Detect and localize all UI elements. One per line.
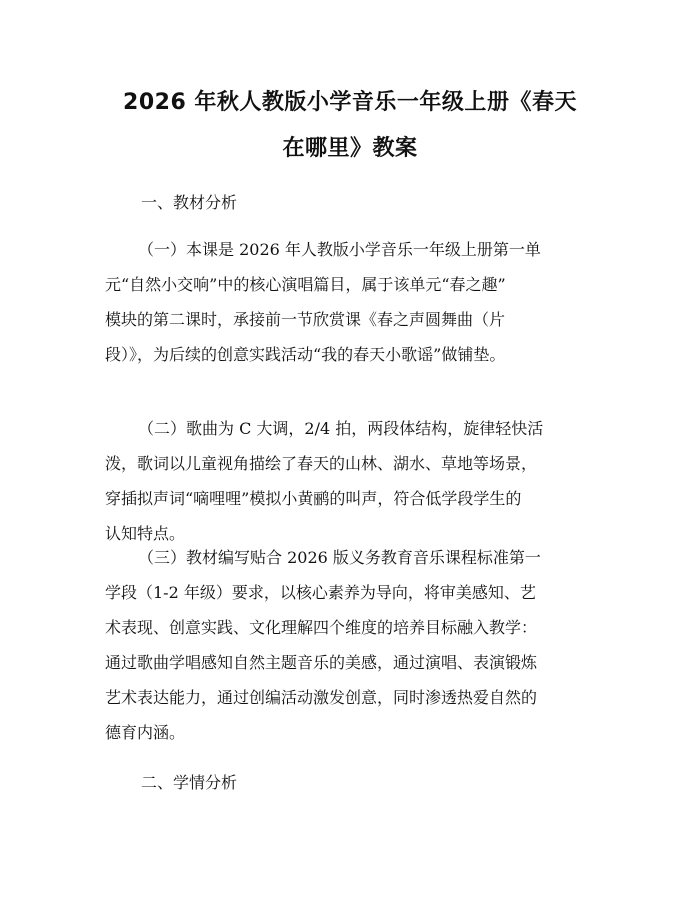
paragraph-3-line: 通过歌曲学唱感知自然主题音乐的美感，通过演唱、表演锻炼 bbox=[105, 653, 538, 672]
document-title-line-2: 在哪里》教案 bbox=[282, 136, 418, 161]
section-heading-student-analysis: 二、学情分析 bbox=[141, 773, 238, 792]
document-title-line-1: 2026 年秋人教版小学音乐一年级上册《春天 bbox=[123, 90, 577, 115]
paragraph-1-line: 模块的第二课时，承接前一节欣赏课《春之声圆舞曲（片 bbox=[105, 310, 506, 329]
paragraph-3-line: （三）教材编写贴合 2026 版义务教育音乐课程标准第一 bbox=[138, 548, 541, 567]
paragraph-1-line: 段）》，为后续的创意实践活动“我的春天小歌谣”做铺垫。 bbox=[105, 345, 506, 364]
paragraph-2 bbox=[105, 411, 603, 551]
paragraph-3 bbox=[105, 540, 603, 750]
paragraph-3-line: 艺术表达能力，通过创编活动激发创意，同时渗透热爱自然的 bbox=[105, 688, 538, 707]
paragraph-1-line: 元“自然小交响”中的核心演唱篇目，属于该单元“春之趣” bbox=[105, 275, 506, 294]
paragraph-3-line: 德育内涵。 bbox=[105, 723, 186, 742]
paragraph-3-line: 学段（1-2 年级）要求，以核心素养为导向，将审美感知、艺 bbox=[105, 583, 536, 602]
paragraph-1-line: （一）本课是 2026 年人教版小学音乐一年级上册第一单 bbox=[138, 240, 541, 259]
section-heading-textbook-analysis: 一、教材分析 bbox=[141, 193, 238, 212]
paragraph-3-line: 术表现、创意实践、文化理解四个维度的培养目标融入教学： bbox=[105, 618, 538, 637]
paragraph-1 bbox=[105, 232, 603, 372]
paragraph-2-line: 认知特点。 bbox=[105, 524, 186, 543]
paragraph-2-line: （二）歌曲为 C 大调，2/4 拍，两段体结构，旋律轻快活 bbox=[138, 419, 544, 438]
paragraph-2-line: 穿插拟声词“嘀哩哩”模拟小黄鹂的叫声，符合低学段学生的 bbox=[105, 489, 522, 508]
paragraph-2-line: 泼，歌词以儿童视角描绘了春天的山林、湖水、草地等场景， bbox=[105, 454, 538, 473]
